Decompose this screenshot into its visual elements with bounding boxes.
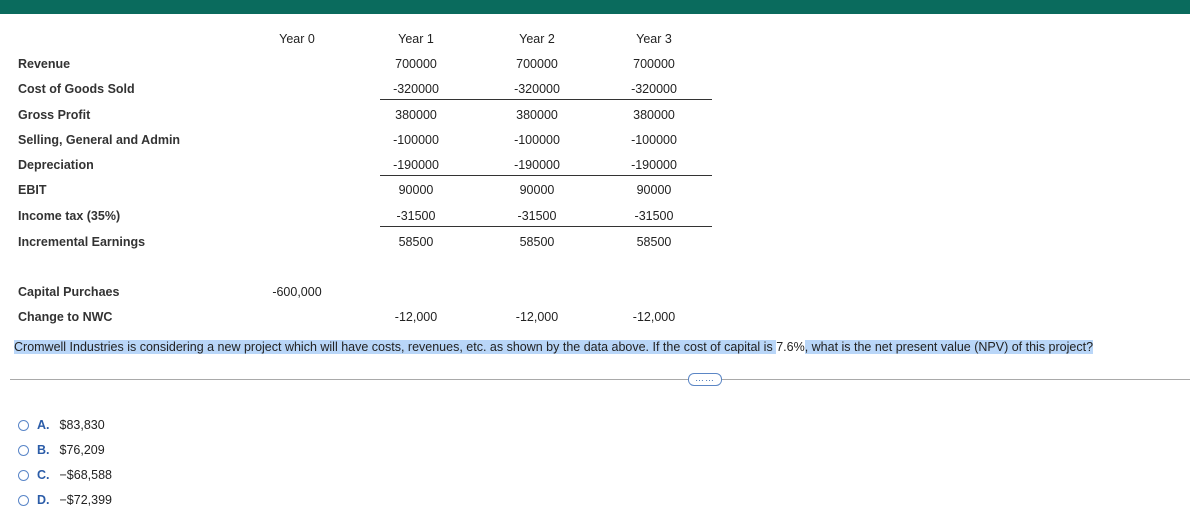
radio-icon[interactable] xyxy=(18,420,29,431)
subtotal-rule xyxy=(380,175,712,176)
row-label-incremental-earnings: Incremental Earnings xyxy=(18,235,146,249)
option-text: −$72,399 xyxy=(59,493,112,507)
table-cell: -190000 xyxy=(393,158,439,172)
row-label-change-nwc: Change to NWC xyxy=(18,310,113,324)
table-cell: 58500 xyxy=(636,235,672,249)
row-label-sga: Selling, General and Admin xyxy=(18,133,181,147)
option-text: $83,830 xyxy=(59,418,105,432)
option-text: $76,209 xyxy=(59,443,105,457)
subtotal-rule xyxy=(380,99,712,100)
question-part-3: , what is the net present value (NPV) of this project? xyxy=(804,340,1094,354)
question-text xyxy=(14,340,1093,354)
table-cell: -31500 xyxy=(396,209,436,223)
header-year-1: Year 1 xyxy=(398,32,434,46)
header-year-2: Year 2 xyxy=(519,32,555,46)
table-cell: -12,000 xyxy=(632,310,676,324)
option-letter: B. xyxy=(37,443,50,457)
more-button[interactable]: …… xyxy=(688,373,722,386)
separator xyxy=(10,379,1190,380)
row-label-depreciation: Depreciation xyxy=(18,158,94,172)
table-cell: -190000 xyxy=(514,158,560,172)
option-c[interactable] xyxy=(18,467,112,483)
option-b[interactable] xyxy=(18,442,105,458)
radio-icon[interactable] xyxy=(18,495,29,506)
option-letter: A. xyxy=(37,418,50,432)
table-cell: 90000 xyxy=(519,183,555,197)
table-cell: 90000 xyxy=(636,183,672,197)
table-cell: 58500 xyxy=(519,235,555,249)
table-cell: 90000 xyxy=(398,183,434,197)
table-cell: -100000 xyxy=(514,133,560,147)
radio-icon[interactable] xyxy=(18,445,29,456)
header-year-3: Year 3 xyxy=(636,32,672,46)
question-part-1: Cromwell Industries is considering a new project which will have costs, revenues, etc. as shown by the data above. If the cost of capital is xyxy=(14,340,777,354)
row-label-revenue: Revenue xyxy=(18,57,71,71)
table-cell: 58500 xyxy=(398,235,434,249)
table-cell: 700000 xyxy=(633,57,675,71)
row-label-cogs: Cost of Goods Sold xyxy=(18,82,135,96)
table-cell: -320000 xyxy=(631,82,677,96)
option-letter: D. xyxy=(37,493,50,507)
option-text: −$68,588 xyxy=(59,468,112,482)
row-label-capital-purchases: Capital Purchaes xyxy=(18,285,120,299)
table-cell: -320000 xyxy=(393,82,439,96)
table-cell: -31500 xyxy=(517,209,557,223)
radio-icon[interactable] xyxy=(18,470,29,481)
cost-of-capital-value: 7.6% xyxy=(776,340,805,354)
row-label-ebit: EBIT xyxy=(18,183,47,197)
table-cell: 380000 xyxy=(633,108,675,122)
option-letter: C. xyxy=(37,468,50,482)
option-a[interactable] xyxy=(18,417,105,433)
table-cell: -190000 xyxy=(631,158,677,172)
table-cell: 700000 xyxy=(516,57,558,71)
row-label-gross-profit: Gross Profit xyxy=(18,108,91,122)
table-cell: -100000 xyxy=(393,133,439,147)
top-bar xyxy=(0,0,1190,14)
table-cell: -100000 xyxy=(631,133,677,147)
table-cell: -320000 xyxy=(514,82,560,96)
option-d[interactable] xyxy=(18,492,112,508)
table-cell: -12,000 xyxy=(515,310,559,324)
table-cell: 380000 xyxy=(395,108,437,122)
header-year-0: Year 0 xyxy=(279,32,315,46)
table-cell: -31500 xyxy=(634,209,674,223)
row-label-income-tax: Income tax (35%) xyxy=(18,209,121,223)
table-cell: 700000 xyxy=(395,57,437,71)
subtotal-rule xyxy=(380,226,712,227)
table-cell: 380000 xyxy=(516,108,558,122)
table-cell: -600,000 xyxy=(272,285,322,299)
table-cell: -12,000 xyxy=(394,310,438,324)
